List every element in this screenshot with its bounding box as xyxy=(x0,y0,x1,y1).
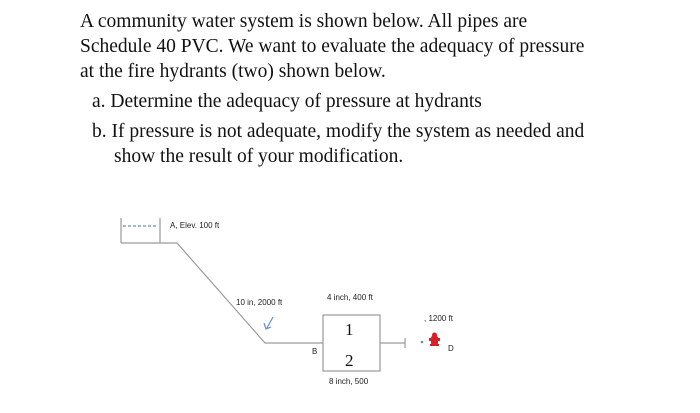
loop-pipe-1-label: 1 xyxy=(345,320,354,339)
flow-arrow-icon xyxy=(264,317,273,329)
fire-hydrant-icon xyxy=(429,333,440,347)
intro-line-1: A community water system is shown below. All pipes are xyxy=(80,11,528,32)
part-b-line-2: show the result of your modification. xyxy=(114,146,404,167)
hydrant-arms xyxy=(429,338,440,341)
pipe-4in-label: 4 inch, 400 ft xyxy=(327,293,373,302)
pipe-10in xyxy=(160,243,323,343)
part-b-line-1: b. If pressure is not adequate, modify the system as needed and xyxy=(92,121,585,142)
pipe-10in-label: 10 in, 2000 ft xyxy=(236,298,283,307)
part-a-text: a. Determine the adequacy of pressure at hydrants xyxy=(92,91,482,112)
reservoir-label: A, Elev. 100 ft xyxy=(170,221,220,230)
intro-line-3: at the fire hydrants (two) shown below. xyxy=(80,61,386,82)
node-d-label: D xyxy=(448,344,454,353)
pipe-8in-label: 8 inch, 500 xyxy=(329,377,369,386)
intro-line-2: Schedule 40 PVC. We want to evaluate the adequacy of pressure xyxy=(80,36,585,57)
pipe-1200ft-label: , 1200 ft xyxy=(424,314,453,323)
loop-pipe-2-label: 2 xyxy=(345,351,354,370)
reservoir-a xyxy=(121,218,160,243)
flow-arrow-shaft xyxy=(267,317,273,328)
hydrant-base xyxy=(430,344,439,346)
node-b-label: B xyxy=(312,347,318,356)
pipe-marker-dot xyxy=(421,341,424,344)
hydrant-cap xyxy=(432,333,437,338)
